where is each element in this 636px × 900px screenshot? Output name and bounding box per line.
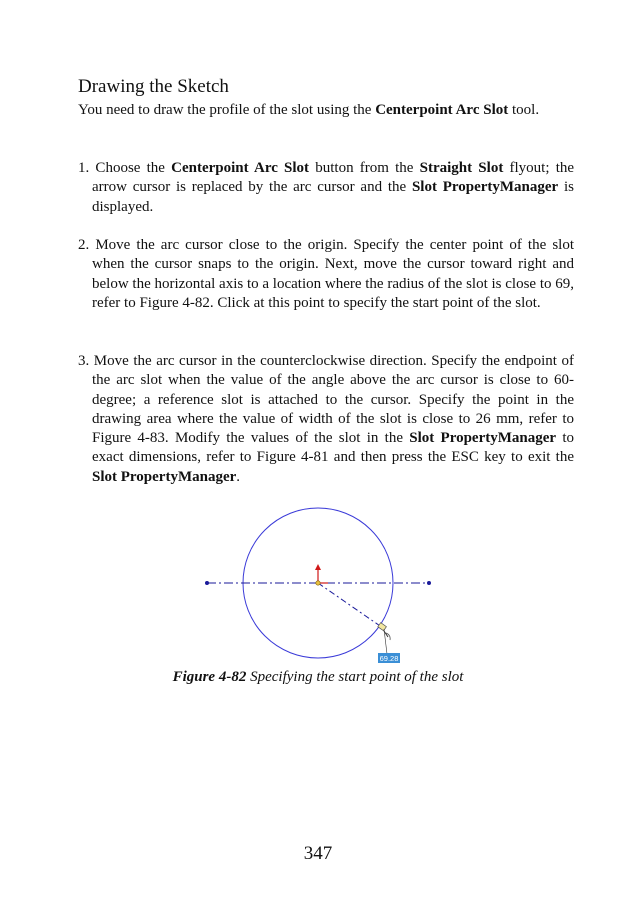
- section-heading: Drawing the Sketch: [78, 76, 229, 97]
- step-1-paragraph: 1. Choose the Centerpoint Arc Slot button from the Straight Slot flyout; the arrow cursor is replaced by the arc cursor and the Slot PropertyManager is displayed.: [78, 160, 575, 215]
- step-3-paragraph: 3. Move the arc cursor in the counterclockwise direction. Specify the endpoint of the arc slot when the value of the angle above the arc cursor is close to 60-degree; a reference slot is attached to the cursor. Specify the point in the drawing area where the value of width of the slot is close to 26 mm, refer to Figure 4-83. Modify the values of the slot in the Slot PropertyManager to exact dimensions, refer to Figure 4-81 and then press the ESC key to exit the Slot PropertyManager.: [78, 353, 574, 485]
- centerline-left-end: [205, 581, 209, 585]
- radius-readout: 69.28: [379, 654, 399, 663]
- intro-paragraph: You need to draw the profile of the slot using the Centerpoint Arc Slot tool.: [78, 102, 540, 118]
- radius-line: [318, 583, 383, 628]
- page-number: 347: [303, 843, 333, 864]
- figure-caption: Figure 4-82 Specifying the start point of the slot: [172, 669, 464, 685]
- figure-4-82-sketch: [196, 504, 446, 666]
- origin-icon: [315, 564, 328, 585]
- centerline-right-end: [427, 581, 431, 585]
- step-2-paragraph: 2. Move the arc cursor close to the origin. Specify the center point of the slot when the cursor snaps to the origin. Next, move the cursor toward right and below the horizontal axis to a location where the radius of the slot is close to 69, refer to Figure 4-82. Click at this point to specify the start point of the slot.: [78, 237, 574, 311]
